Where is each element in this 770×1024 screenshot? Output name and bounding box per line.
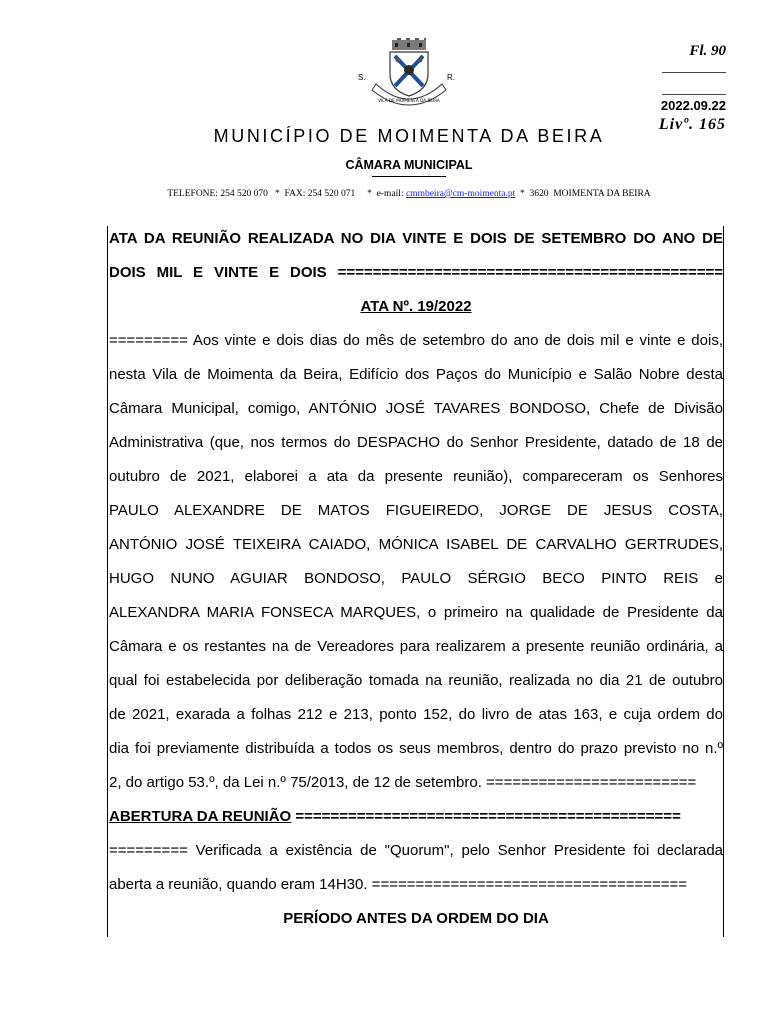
body-line: nesta Vila de Moimenta da Beira, Edifício dos Paços do Município e Salão Nobre desta	[109, 366, 723, 383]
crest-banner-text: VILA DE MOIMENTA DA BEIRA	[378, 98, 440, 103]
contacts-phone-fax: TELEFONE: 254 520 070 * FAX: 254 520 071 * e-mail:	[167, 189, 406, 199]
section-heading-opening: ABERTURA DA REUNIÃO	[109, 808, 292, 825]
folio-number: Fl. 90	[689, 43, 726, 59]
contacts-line	[0, 189, 770, 199]
body-line: ========= Aos vinte e dois dias do mês de setembro do ano de dois mil e vinte e dois,	[109, 332, 723, 349]
crest-letter-right: R.	[447, 73, 455, 82]
subtitle-rule	[372, 176, 446, 177]
frame-right-rule	[723, 226, 724, 937]
body-line: aberta a reunião, quando eram 14H30. ====================================	[109, 876, 688, 893]
municipal-crest-logo	[368, 38, 450, 110]
contacts-address: * 3620 MOIMENTA DA BEIRA	[515, 189, 651, 199]
separator-fill: ============================================	[291, 808, 681, 825]
body-line: HUGO NUNO AGUIAR BONDOSO, PAULO SÉRGIO BECO PINTO REIS e	[109, 570, 723, 587]
minutes-number: ATA Nº. 19/2022	[360, 298, 472, 315]
body-line: dia foi previamente distribuída a todos os seus membros, dentro do prazo previsto no n.º	[109, 740, 723, 757]
body-line: Câmara e os restantes na de Vereadores para realizarem a presente reunião ordinária, a	[109, 638, 723, 655]
body-line: ========= Verificada a existência de "Quorum", pelo Senhor Presidente foi declarada	[109, 842, 723, 859]
minutes-title-line: DOIS MIL E VINTE E DOIS ============================================	[109, 264, 723, 281]
crest-letter-left: S.	[358, 73, 366, 82]
folio-rule	[662, 72, 726, 73]
section-heading-agenda: PERÍODO ANTES DA ORDEM DO DIA	[283, 910, 549, 927]
municipality-title: MUNICÍPIO DE MOIMENTA DA BEIRA	[213, 126, 605, 146]
chamber-subtitle: CÂMARA MUNICIPAL	[345, 158, 473, 172]
date-stamp: 2022.09.22	[660, 98, 726, 113]
body-line: outubro de 2021, elaborei a ata da presente reunião), compareceram os Senhores	[109, 468, 723, 485]
minutes-title-line: ATA DA REUNIÃO REALIZADA NO DIA VINTE E DOIS DE SETEMBRO DO ANO DE	[109, 230, 723, 247]
email-link[interactable]: cmmbeira@cm-moimenta.pt	[405, 189, 516, 199]
body-line: Câmara Municipal, comigo, ANTÓNIO JOSÉ TAVARES BONDOSO, Chefe de Divisão	[109, 400, 723, 417]
frame-left-rule	[107, 226, 108, 937]
body-line: ANTÓNIO JOSÉ TEIXEIRA CAIADO, MÓNICA ISABEL DE CARVALHO GERTRUDES,	[109, 536, 723, 553]
section-heading-line	[109, 808, 723, 826]
body-line: PAULO ALEXANDRE DE MATOS FIGUEIREDO, JORGE DE JESUS COSTA,	[109, 502, 723, 519]
body-line: Administrativa (que, nos termos do DESPACHO do Senhor Presidente, datado de 18 de	[109, 434, 723, 451]
body-line: ALEXANDRA MARIA FONSECA MARQUES, o primeiro na qualidade de Presidente da	[109, 604, 723, 621]
body-line: de 2021, exarada a folhas 212 e 213, ponto 152, do livro de atas 163, e cuja ordem do	[109, 706, 723, 723]
folio-rule	[662, 94, 726, 95]
book-number: Livº. 165	[658, 116, 726, 133]
body-line: qual foi estabelecida por deliberação tomada na reunião, realizada no dia 21 de outubro	[109, 672, 723, 689]
body-line: 2, do artigo 53.º, da Lei n.º 75/2013, de 12 de setembro. ========================	[109, 774, 697, 791]
